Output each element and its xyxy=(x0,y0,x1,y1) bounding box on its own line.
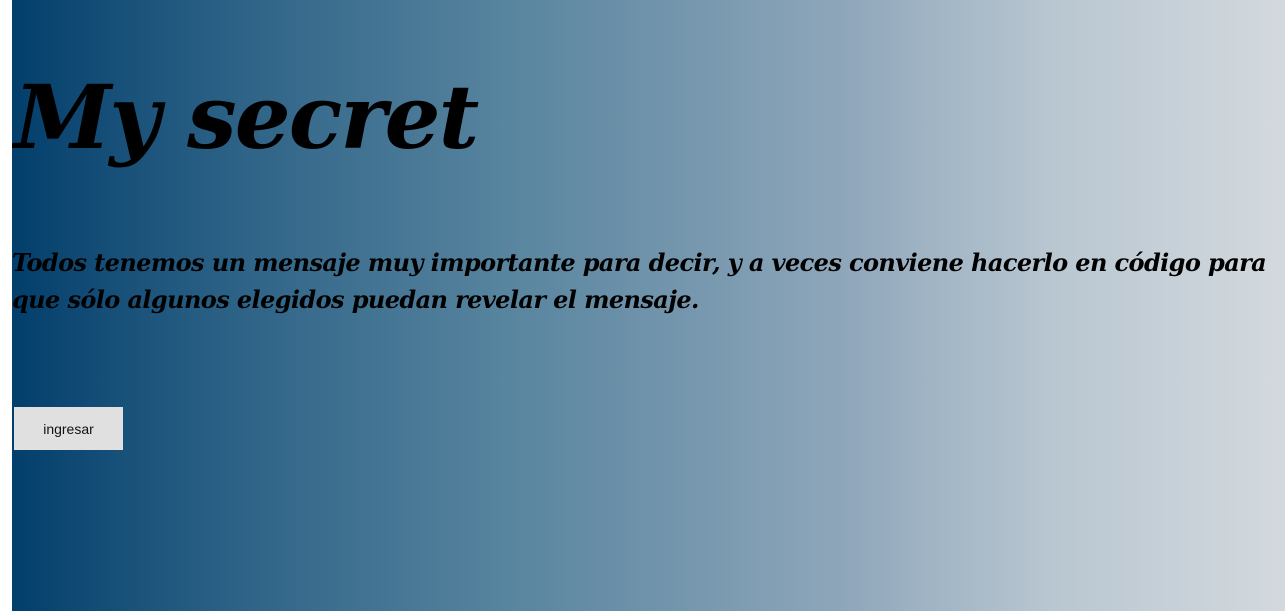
intro-text: Todos tenemos un mensaje muy importante para decir, y a veces conviene hacerlo en código para que sólo algunos elegidos puedan revelar el mensaje. xyxy=(12,248,1267,314)
enter-button[interactable]: ingresar xyxy=(14,407,123,450)
page-title: My secret xyxy=(14,65,478,169)
landing-page xyxy=(12,0,1285,611)
